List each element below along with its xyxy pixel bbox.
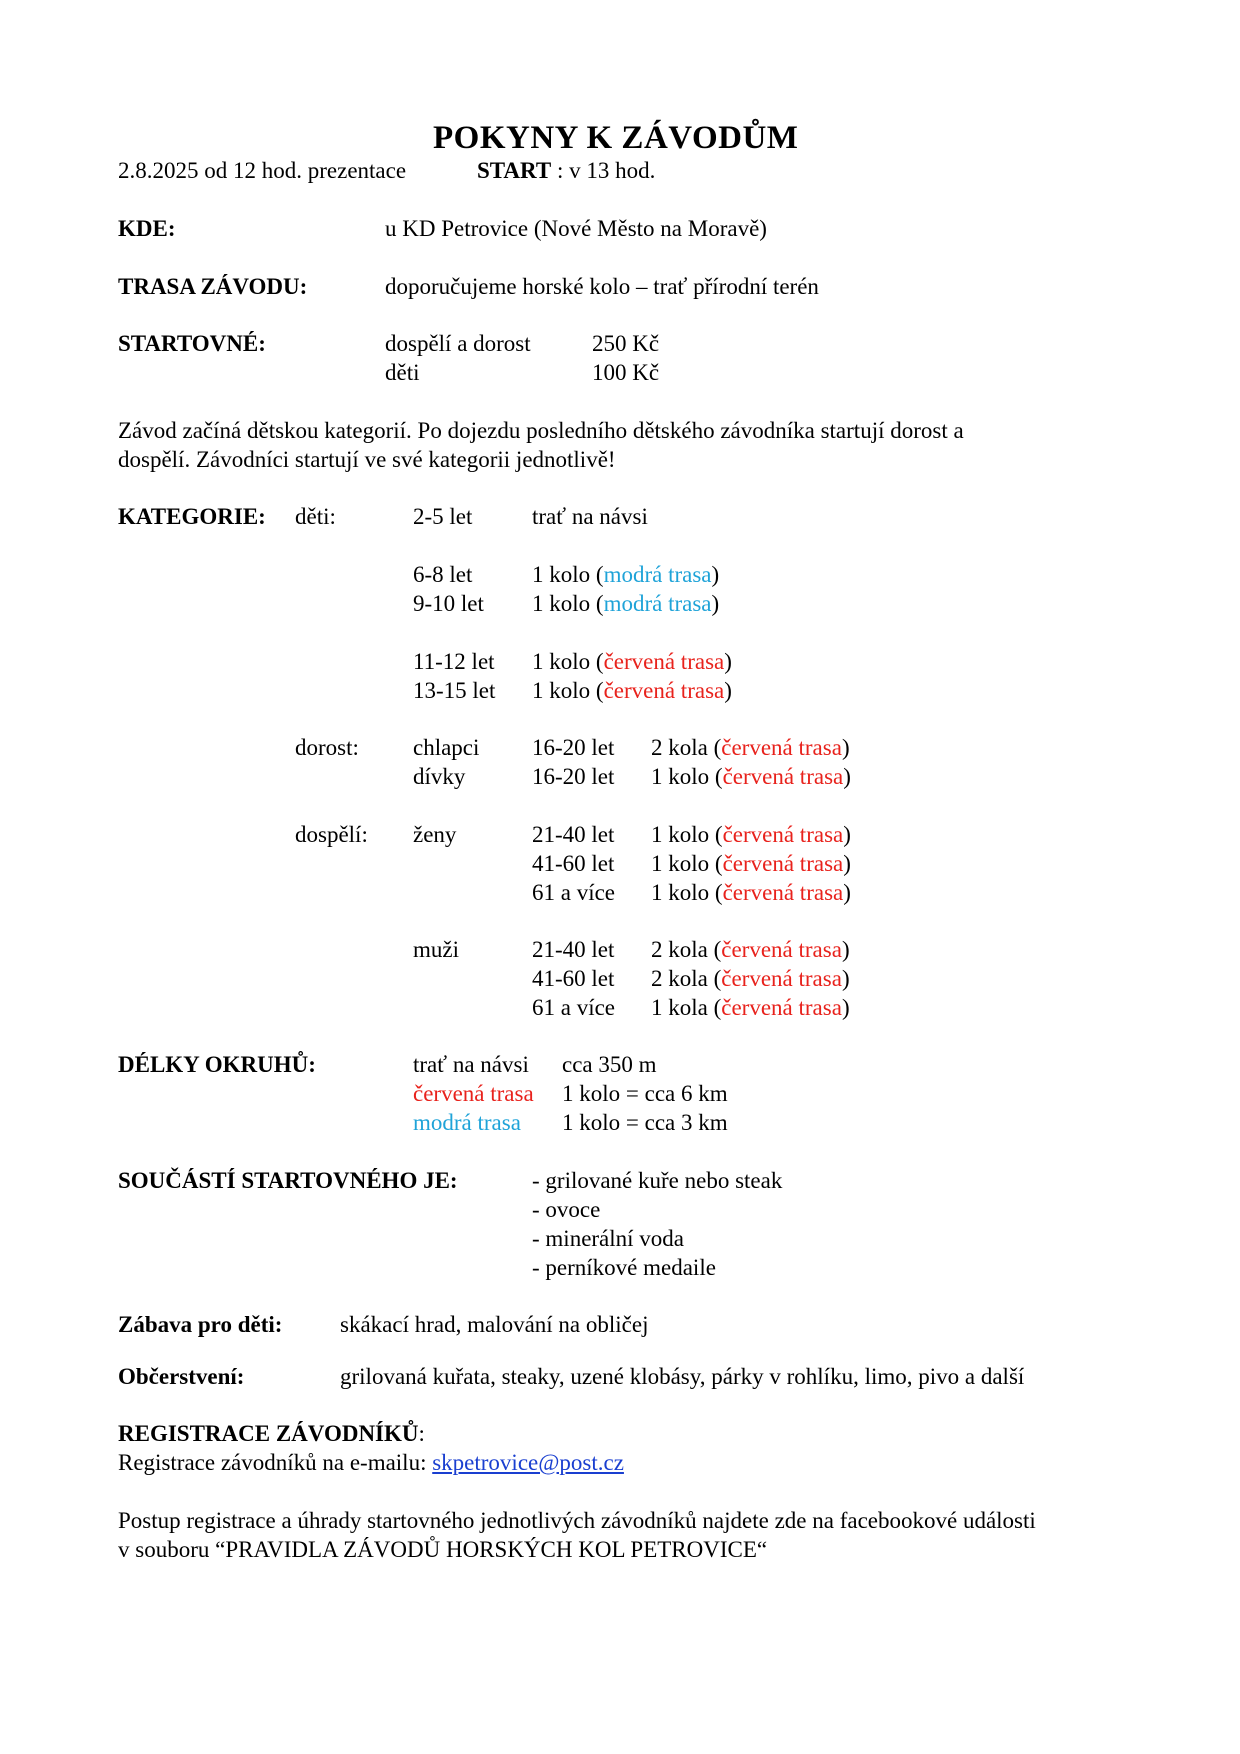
delky-name: trať na návsi xyxy=(413,1052,529,1077)
route-laps: 1 kolo ( xyxy=(651,851,723,876)
date-text: 2.8.2025 od 12 hod. prezentace xyxy=(118,158,407,183)
email-link[interactable]: skpetrovice@post.cz xyxy=(432,1450,624,1475)
category-age: 13-15 let xyxy=(413,678,496,703)
category-route xyxy=(651,879,851,907)
kategorie-dorost-label: dorost: xyxy=(295,735,359,760)
category-age: 16-20 let xyxy=(532,764,615,789)
route-laps: 1 kolo ( xyxy=(651,764,723,789)
route-close: ) xyxy=(724,649,732,674)
soucasti-item: - grilované kuře nebo steak xyxy=(532,1168,783,1193)
route-close: ) xyxy=(843,851,851,876)
category-age: 21-40 let xyxy=(532,822,615,847)
route-name: modrá trasa xyxy=(603,591,712,616)
category-route xyxy=(651,965,850,993)
registrace-heading xyxy=(118,1420,425,1448)
zabava-value: skákací hrad, malování na obličej xyxy=(340,1312,649,1337)
route-close: ) xyxy=(724,678,732,703)
category-age: 21-40 let xyxy=(532,937,615,962)
category-route xyxy=(532,648,732,676)
startovne-price: 100 Kč xyxy=(592,360,660,385)
obcerstveni-value: grilovaná kuřata, steaky, uzené klobásy, párky v rohlíku, limo, pivo a další xyxy=(340,1364,1025,1389)
delky-label: DÉLKY OKRUHŮ: xyxy=(118,1052,316,1077)
kategorie-label: KATEGORIE: xyxy=(118,504,266,529)
start-line xyxy=(477,157,655,185)
category-sub: dívky xyxy=(413,764,466,789)
route-close: ) xyxy=(841,966,850,991)
soucasti-item: - ovoce xyxy=(532,1197,601,1222)
route-close: ) xyxy=(841,937,850,962)
category-route xyxy=(651,850,851,878)
route-laps: 1 kolo ( xyxy=(651,880,723,905)
page-title: POKYNY K ZÁVODŮM xyxy=(433,120,799,156)
category-route xyxy=(532,561,719,589)
route-name: červená trasa xyxy=(722,851,844,876)
route-laps: 2 kola ( xyxy=(651,966,722,991)
route-laps: 2 kola ( xyxy=(651,735,722,760)
postup-line: v souboru “PRAVIDLA ZÁVODŮ HORSKÝCH KOL PETROVICE“ xyxy=(118,1537,768,1562)
route-close: ) xyxy=(843,764,851,789)
route-close: ) xyxy=(843,880,851,905)
route-name: modrá trasa xyxy=(603,562,712,587)
intro-line: dospělí. Závodníci startují ve své kategorii jednotlivě! xyxy=(118,447,616,472)
delky-value: 1 kolo = cca 6 km xyxy=(562,1081,728,1106)
route-close: ) xyxy=(711,562,720,587)
category-sub: muži xyxy=(413,937,459,962)
registrace-label: REGISTRACE ZÁVODNÍKŮ xyxy=(118,1421,419,1446)
zabava-label: Zábava pro děti: xyxy=(118,1312,283,1337)
route-laps: 1 kolo ( xyxy=(532,591,604,616)
route-name: červená trasa xyxy=(722,822,844,847)
startovne-label: STARTOVNÉ: xyxy=(118,331,266,356)
route-laps: 1 kolo ( xyxy=(651,822,723,847)
category-route xyxy=(651,763,851,791)
route-name: červená trasa xyxy=(721,735,842,760)
registrace-line xyxy=(118,1449,624,1477)
category-age: 61 a více xyxy=(532,880,616,905)
delky-name: červená trasa xyxy=(413,1081,534,1106)
route-name: červená trasa xyxy=(603,678,725,703)
registrace-text: Registrace závodníků na e-mailu: xyxy=(118,1450,433,1475)
soucasti-item: - minerální voda xyxy=(532,1226,685,1251)
delky-value: cca 350 m xyxy=(562,1052,657,1077)
kde-value: u KD Petrovice (Nové Město na Moravě) xyxy=(385,216,767,241)
date-line xyxy=(118,157,406,185)
route-laps: 1 kolo ( xyxy=(532,649,604,674)
category-age: 16-20 let xyxy=(532,735,615,760)
category-route xyxy=(651,936,850,964)
category-age: 11-12 let xyxy=(413,649,495,674)
route-laps: 1 kolo ( xyxy=(532,678,604,703)
kategorie-deti-label: děti: xyxy=(295,504,336,529)
category-route: trať na návsi xyxy=(532,504,648,529)
route-name: červená trasa xyxy=(721,937,842,962)
category-route xyxy=(532,677,732,705)
route-close: ) xyxy=(843,822,851,847)
category-route xyxy=(532,590,719,618)
route-close: ) xyxy=(841,995,850,1020)
route-laps: 1 kolo ( xyxy=(532,562,604,587)
category-age: 9-10 let xyxy=(413,591,484,616)
postup-line: Postup registrace a úhrady startovného jednotlivých závodníků najdete zde na facebookové události xyxy=(118,1508,1036,1533)
route-close: ) xyxy=(841,735,850,760)
trasa-value: doporučujeme horské kolo – trať přírodní terén xyxy=(385,274,819,299)
startovne-group: děti xyxy=(385,360,420,385)
category-route xyxy=(651,821,851,849)
obcerstveni-label: Občerstvení: xyxy=(118,1364,245,1389)
category-age: 6-8 let xyxy=(413,562,473,587)
startovne-price: 250 Kč xyxy=(592,331,660,356)
category-age: 41-60 let xyxy=(532,966,615,991)
category-sub: ženy xyxy=(413,822,457,847)
start-label: START xyxy=(477,158,552,183)
kde-label: KDE: xyxy=(118,216,176,241)
soucasti-item: - perníkové medaile xyxy=(532,1255,716,1280)
route-name: červená trasa xyxy=(722,880,844,905)
route-laps: 2 kola ( xyxy=(651,937,722,962)
delky-name: modrá trasa xyxy=(413,1110,521,1135)
route-name: červená trasa xyxy=(722,764,844,789)
category-route xyxy=(651,734,850,762)
soucasti-label: SOUČÁSTÍ STARTOVNÉHO JE: xyxy=(118,1168,458,1193)
route-close: ) xyxy=(711,591,720,616)
category-age: 2-5 let xyxy=(413,504,473,529)
category-age: 61 a více xyxy=(532,995,616,1020)
category-sub: chlapci xyxy=(413,735,480,760)
route-name: červená trasa xyxy=(721,995,842,1020)
route-name: červená trasa xyxy=(603,649,725,674)
start-time: : v 13 hod. xyxy=(551,158,656,183)
delky-value: 1 kolo = cca 3 km xyxy=(562,1110,728,1135)
registrace-colon: : xyxy=(418,1421,425,1446)
startovne-group: dospělí a dorost xyxy=(385,331,531,356)
trasa-label: TRASA ZÁVODU: xyxy=(118,274,308,299)
route-laps: 1 kola ( xyxy=(651,995,722,1020)
route-name: červená trasa xyxy=(721,966,842,991)
kategorie-dospeli-label: dospělí: xyxy=(295,822,368,847)
category-route xyxy=(651,994,850,1022)
intro-line: Závod začíná dětskou kategorií. Po dojezdu posledního dětského závodníka startují dorost a xyxy=(118,418,964,443)
category-age: 41-60 let xyxy=(532,851,615,876)
